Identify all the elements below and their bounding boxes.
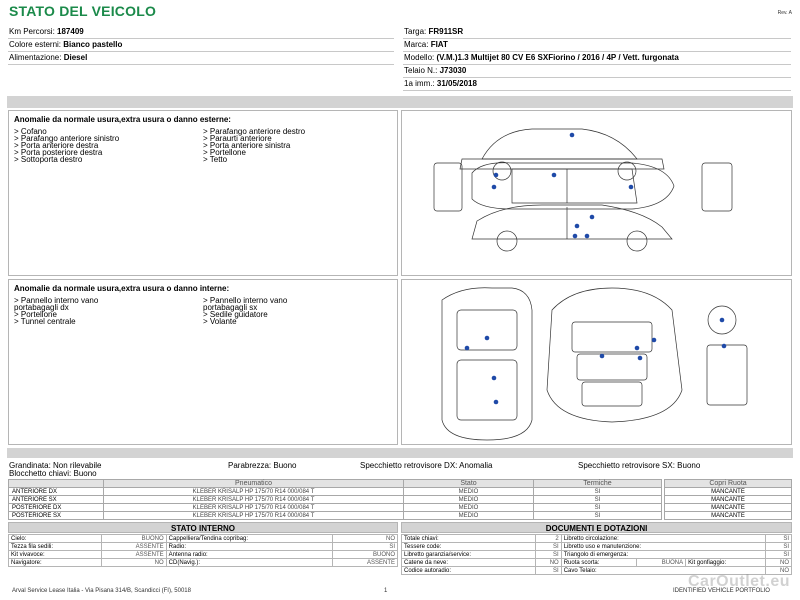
- field-label: Antenna radio:: [166, 551, 332, 559]
- table-header: Termiche: [534, 480, 662, 488]
- damage-marker: [552, 173, 557, 178]
- table-row: [9, 559, 398, 567]
- list-item: > Porta anteriore destra: [14, 141, 99, 150]
- field-value: SI: [535, 543, 561, 551]
- tyre-condition: MEDIO: [404, 496, 534, 504]
- damage-marker: [494, 173, 499, 178]
- hail-status: Grandinata: Non rilevabile: [9, 461, 102, 470]
- plate-row: [403, 26, 791, 39]
- list-item: > Sedile guidatore: [203, 310, 268, 319]
- interior-status-table: [8, 534, 398, 567]
- list-item: > Parafango anteriore sinistro: [14, 134, 120, 143]
- table-row: [9, 512, 662, 520]
- field-value: ASSENTE: [101, 543, 166, 551]
- table-row: [9, 543, 398, 551]
- field-label: CD(Navig.):: [166, 559, 332, 567]
- tyre-winter: SI: [534, 496, 662, 504]
- table-row: [402, 535, 792, 543]
- damage-marker: [629, 185, 634, 190]
- wheel-cover-value: MANCANTE: [665, 496, 792, 504]
- tyre-winter: SI: [534, 488, 662, 496]
- interior-damage-list: [9, 295, 397, 327]
- tyre-position: POSTERIORE DX: [9, 504, 104, 512]
- field-label: Navigatore:: [9, 559, 102, 567]
- field-label: Libretto circolazione:: [561, 535, 765, 543]
- field-label: Tezza fila sedili:: [9, 543, 102, 551]
- registration-value: 31/05/2018: [436, 79, 477, 88]
- field-label: Ruota scorta:: [561, 559, 637, 567]
- km-label: Km Percorsi:: [9, 27, 55, 36]
- windshield-status: Parabrezza: Buono: [228, 461, 297, 470]
- tyre-winter: SI: [534, 504, 662, 512]
- list-item: > Portellone: [203, 148, 246, 157]
- field-value: NO: [765, 567, 791, 575]
- color-row: [8, 39, 394, 52]
- field-value: ASSENTE: [332, 559, 397, 567]
- mirror-dx-status: Specchietto retrovisore DX: Anomalia: [360, 461, 493, 470]
- exterior-damage-col-right: [203, 128, 392, 163]
- tyre-condition: MEDIO: [404, 488, 534, 496]
- tyre-position: ANTERIORE DX: [9, 488, 104, 496]
- damage-marker: [494, 400, 499, 405]
- field-label: Codice autoradio:: [402, 567, 536, 575]
- field-label: Cappelliera/Tendina copribag:: [166, 535, 332, 543]
- field-label: Cavo Telaio:: [561, 567, 765, 575]
- field-value: SI: [765, 535, 791, 543]
- color-label: Colore esterni:: [9, 40, 62, 49]
- field-value: 2: [535, 535, 561, 543]
- model-value: (V.M.)1.3 Multijet 80 CV E6 SXFiorino / 2016 / 4P / Vett. furgonata: [436, 53, 679, 62]
- tyre-position: ANTERIORE SX: [9, 496, 104, 504]
- field-label: Catene da neve:: [402, 559, 536, 567]
- damage-marker: [585, 234, 590, 239]
- field-label: Kit vivavoce:: [9, 551, 102, 559]
- field-label: Radio:: [166, 543, 332, 551]
- footer-company: Arval Service Lease Italia - Via Pisana 314/B, Scandicci (FI), 50018: [12, 588, 191, 594]
- damage-marker: [492, 185, 497, 190]
- exterior-damage-panel: [8, 110, 398, 276]
- interior-damage-col-right: [203, 297, 392, 325]
- damage-marker: [485, 336, 490, 341]
- watermark-logo: CarOutlet.eu: [687, 573, 790, 590]
- field-value: SI: [765, 543, 791, 551]
- table-row: [9, 504, 662, 512]
- table-row: [9, 496, 662, 504]
- damage-marker: [492, 376, 497, 381]
- list-item: > Parafango anteriore destro: [203, 127, 306, 136]
- tyres-table: [8, 479, 662, 520]
- wheel-cover-value: MANCANTE: [665, 488, 792, 496]
- exterior-damage-list: [9, 126, 397, 165]
- section-divider: [7, 448, 793, 458]
- table-row: [402, 543, 792, 551]
- field-value: BUONO: [101, 535, 166, 543]
- field-value: SI: [535, 567, 561, 575]
- list-item: portabagagli dx: [14, 303, 69, 312]
- list-item: > Porta posteriore destra: [14, 148, 103, 157]
- field-label: Totale chiavi:: [402, 535, 536, 543]
- field-label: Triangolo di emergenza:: [561, 551, 765, 559]
- damage-marker: [720, 318, 725, 323]
- key-block-status: Blocchetto chiavi: Buono: [9, 469, 97, 478]
- field-value: ASSENTE: [101, 551, 166, 559]
- list-item: > Pannello interno vano: [203, 296, 288, 305]
- fuel-value: Diesel: [63, 53, 88, 62]
- registration-row: [403, 78, 791, 91]
- model-label: Modello:: [404, 53, 435, 62]
- damage-marker: [635, 346, 640, 351]
- interior-status-heading: STATO INTERNO: [8, 522, 398, 533]
- damage-marker: [570, 133, 575, 138]
- damage-marker: [575, 224, 580, 229]
- table-row: [402, 559, 792, 567]
- field-value: NO: [101, 559, 166, 567]
- wheel-cover-table: [664, 479, 792, 520]
- table-row: [9, 488, 662, 496]
- vehicle-info-right: [403, 26, 791, 91]
- list-item: > Porta anteriore sinistra: [203, 141, 291, 150]
- damage-marker: [638, 356, 643, 361]
- field-label: Libretto uso e manutenzione:: [561, 543, 765, 551]
- field-value: SI: [535, 551, 561, 559]
- field-value: NO: [765, 559, 791, 567]
- table-header: Pneumatico: [104, 480, 404, 488]
- field-value: NO: [535, 559, 561, 567]
- brand-value: FIAT: [430, 40, 448, 49]
- model-row: [403, 52, 791, 65]
- registration-label: 1a imm.:: [404, 79, 435, 88]
- revision-label: Rev. A: [777, 10, 792, 16]
- km-row: [8, 26, 394, 39]
- field-label: Libretto garanzia/service:: [402, 551, 536, 559]
- brand-row: [403, 39, 791, 52]
- interior-damage-title: Anomalie da normale usura,extra usura o danno interne:: [14, 284, 230, 293]
- page-title: STATO DEL VEICOLO: [9, 3, 157, 19]
- footer-portfolio: IDENTIFIED VEHICLE PORTFOLIO: [673, 588, 770, 594]
- interior-car-diagram: [401, 279, 792, 445]
- vehicle-info-left: [8, 26, 394, 65]
- interior-damage-panel: [8, 279, 398, 445]
- brand-label: Marca:: [404, 40, 429, 49]
- table-header: [9, 480, 104, 488]
- field-label: Cielo:: [9, 535, 102, 543]
- tyre-model: KLEBER KRISALP HP 175/70 R14 000/084 T: [104, 488, 404, 496]
- list-item: > Cofano: [14, 127, 47, 136]
- documents-table: [401, 534, 792, 575]
- table-header: Stato: [404, 480, 534, 488]
- plate-value: FR911SR: [428, 27, 464, 36]
- fuel-label: Alimentazione:: [9, 53, 62, 62]
- exterior-damage-title: Anomalie da normale usura,extra usura o danno esterne:: [14, 115, 231, 124]
- tyre-model: KLEBER KRISALP HP 175/70 R14 000/084 T: [104, 496, 404, 504]
- field-value: BUONO: [332, 551, 397, 559]
- fuel-row: [8, 52, 394, 65]
- chassis-row: [403, 65, 791, 78]
- documents-heading: DOCUMENTI E DOTAZIONI: [401, 522, 792, 533]
- list-item: > Portellone: [14, 310, 57, 319]
- color-value: Bianco pastello: [63, 40, 123, 49]
- list-item: portabagagli sx: [203, 303, 258, 312]
- damage-marker: [652, 338, 657, 343]
- tyre-condition: MEDIO: [404, 512, 534, 520]
- field-value: NO: [332, 535, 397, 543]
- field-value: SI: [765, 551, 791, 559]
- tyre-condition: MEDIO: [404, 504, 534, 512]
- damage-marker: [722, 344, 727, 349]
- exterior-car-diagram: [401, 110, 792, 276]
- tyre-model: KLEBER KRISALP HP 175/70 R14 000/084 T: [104, 512, 404, 520]
- list-item: > Paraurti anteriore: [203, 134, 272, 143]
- damage-marker: [590, 215, 595, 220]
- plate-label: Targa:: [404, 27, 427, 36]
- km-value: 187409: [57, 27, 84, 36]
- list-item: > Tunnel centrale: [14, 317, 76, 326]
- list-item: > Pannello interno vano: [14, 296, 99, 305]
- wheel-cover-value: MANCANTE: [665, 512, 792, 520]
- car-exterior-drawing: [402, 111, 791, 275]
- wheel-cover-value: MANCANTE: [665, 504, 792, 512]
- table-header-row: [9, 480, 662, 488]
- section-divider: [7, 96, 793, 108]
- table-row: [402, 551, 792, 559]
- damage-marker: [465, 346, 470, 351]
- table-row: [9, 551, 398, 559]
- table-row: [9, 535, 398, 543]
- field-label: Kit gonfiaggio:: [686, 559, 766, 567]
- field-value: BUONA: [637, 559, 686, 567]
- field-value: SI: [332, 543, 397, 551]
- list-item: > Tetto: [203, 155, 228, 164]
- damage-marker: [600, 354, 605, 359]
- tyre-winter: SI: [534, 512, 662, 520]
- car-interior-drawing: [402, 280, 791, 444]
- field-label: Tessere code:: [402, 543, 536, 551]
- page-number: 1: [384, 588, 388, 594]
- damage-marker: [573, 234, 578, 239]
- exterior-damage-col-left: [14, 128, 203, 163]
- mirror-sx-status: Specchietto retrovisore SX: Buono: [578, 461, 701, 470]
- tyre-model: KLEBER KRISALP HP 175/70 R14 000/084 T: [104, 504, 404, 512]
- interior-damage-col-left: [14, 297, 203, 325]
- chassis-label: Telaio N.:: [404, 66, 438, 75]
- tyre-position: POSTERIORE SX: [9, 512, 104, 520]
- list-item: > Volante: [203, 317, 237, 326]
- list-item: > Sottoporta destro: [14, 155, 83, 164]
- table-header: Copri Ruota: [665, 480, 792, 488]
- chassis-value: J73030: [439, 66, 467, 75]
